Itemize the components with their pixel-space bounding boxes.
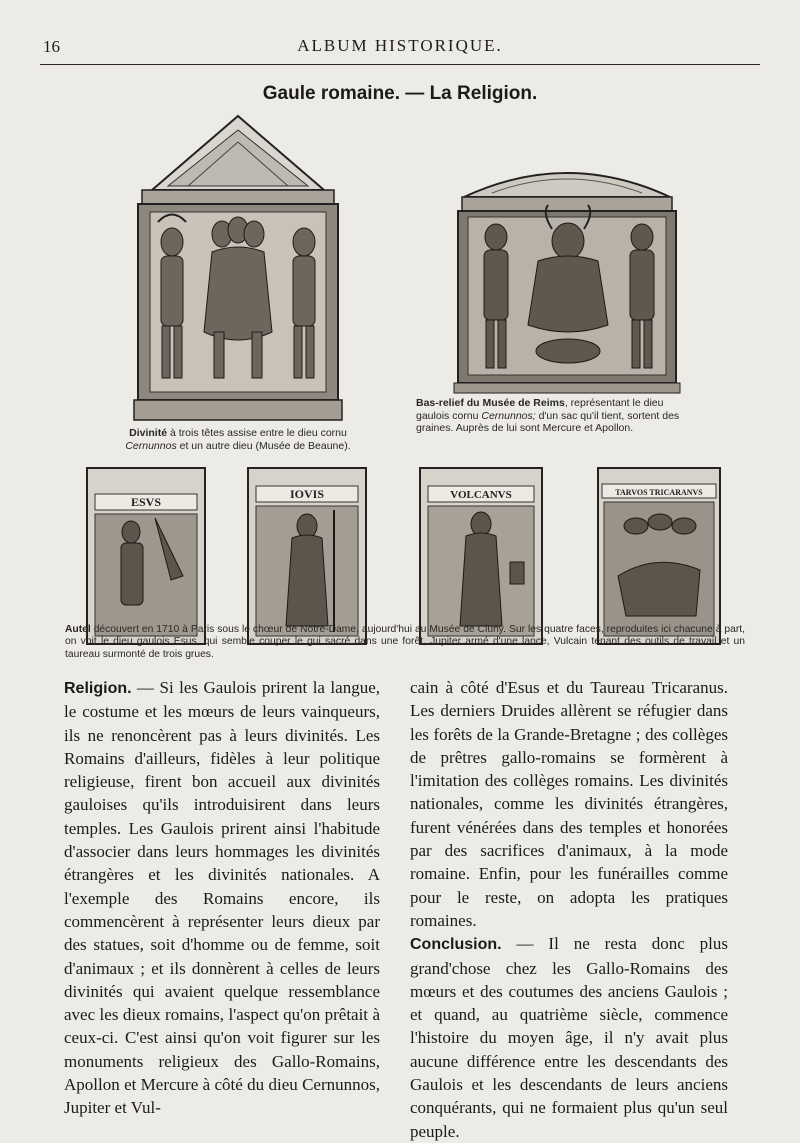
section-runin-religion: Religion.: [64, 680, 132, 697]
altar-label-jovis: IOVIS: [289, 487, 325, 501]
cap3-part-0: Autel: [65, 624, 91, 635]
header-rule: [40, 64, 760, 65]
caption-figure-3: [65, 624, 745, 661]
cap2-part-2: Cernunnos;: [481, 409, 536, 422]
figure-reims-relief: [452, 155, 682, 395]
running-title: ALBUM HISTORIQUE.: [297, 36, 503, 55]
figure-beaune-relief: [128, 112, 348, 424]
cap2-part-0: Bas-relief du Musée de Reims: [416, 397, 565, 409]
body-column-left: [64, 676, 380, 1120]
altar-face-tarvos: [596, 466, 722, 646]
page-number: 16: [43, 37, 60, 56]
caption-figure-1: [118, 427, 358, 452]
cap2-part-1: , représentant le dieu gaulois cornu: [416, 397, 664, 422]
body-column-right: [410, 676, 728, 1143]
paragraph-conclusion: — Il ne resta donc plus grand'chose chez les Gallo-Romains des mœurs et des coutumes des anciens Gaulois ; et quand, au quatrième siècle, commence l'histoire du moyen âge, il n'y avait plus aucune différence entre les descendants des Gaulois et les descendants de leurs anciens conquérants, qui ne formaient plus qu'un seul peuple.: [410, 934, 728, 1141]
cap3-part-1: découvert en 1710 à Paris sous le chœur de Notre-Dame, aujourd'hui au Musée de Cluny. Sur les quatre faces, reproduites ici chacune à part, on voit le dieu gaulois Esus, qui semble couper le gui sacré dans une forêt, Jupiter armé d'une lance, Vulcain tenant des outils de travail et un taureau surmonté de trois grues.: [65, 624, 745, 660]
cap1-part-0: Divinité: [129, 427, 168, 439]
section-runin-conclusion: Conclusion.: [410, 936, 502, 954]
page-title: Gaule romaine. — La Religion.: [262, 83, 538, 104]
cap1-part-3: et un autre dieu (Musée de Beaune).: [176, 439, 351, 452]
caption-figure-2: [416, 397, 686, 435]
cap2-part-3: d'un sac qu'il tient, sortent des graines. Auprès de lui sont Mercure et Apollon.: [416, 409, 680, 434]
cap1-part-1: à trois têtes assise entre le dieu cornu: [167, 427, 347, 439]
altar-label-tarvos: TARVOS TRICARANVS: [615, 488, 703, 497]
cap1-part-2: Cernunnos: [125, 439, 177, 452]
altar-label-volcanus: VOLCANVS: [450, 489, 512, 501]
altar-label-esus: ESVS: [130, 495, 162, 509]
paragraph-religion-continued: cain à côté d'Esus et du Taureau Tricaranus. Les derniers Druides allèrent se réfugier dans les forêts de la Grande-Bretagne ; des collèges de prêtres gallo-romains se formèrent à l'imitation des collèges romains. Les divinités nationales, comme les divinités étrangères, furent vénérées dans des temples et honorées par des sacrifices d'animaux, à la mode romaine. Enfin, pour les funérailles comme pour le reste, on adopta les pratiques romaines.: [410, 678, 728, 930]
paragraph-religion: — Si les Gaulois prirent la langue, le costume et les mœurs de leurs vainqueurs, ils ne renoncèrent pas à leurs divinités. Les Romains d'ailleurs, fidèles à leur politique religieuse, firent bon accueil aux divinités gauloises qu'ils introduisirent dans leurs temples. Les Gaulois prirent ainsi l'habitude d'associer dans leurs hommages les divinités étrangères et les divinités nationales. A l'exemple des Romains encore, ils commencèrent à représenter leurs dieux par des statues, soit d'homme ou de femme, soit d'animaux ; et ils donnèrent à celles de leurs divinités qui avaient quelque ressemblance avec les dieux romains, l'aspect qu'on prêtait à ceux-ci. C'est ainsi qu'on voit figurer sur les monuments religieux des Gallo-Romains, Apollon et Mercure à côté du dieu Cernunnos, Jupiter et Vul-: [64, 678, 380, 1118]
altar-face-jovis: [246, 466, 368, 646]
altar-face-esus: [85, 466, 207, 646]
altar-face-volcanus: [418, 466, 544, 646]
